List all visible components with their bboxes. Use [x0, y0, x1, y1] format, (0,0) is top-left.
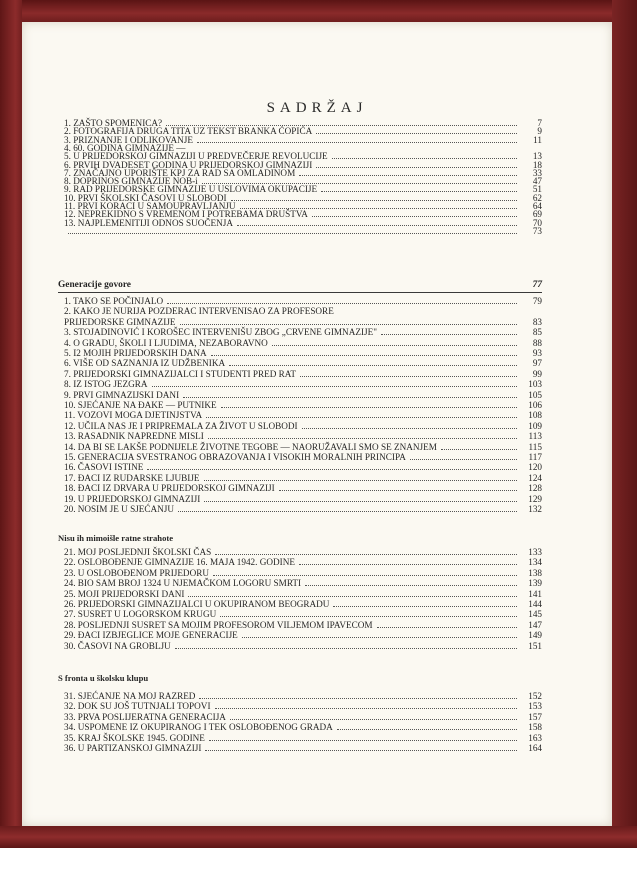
toc-entry-title: 25. MOJI PRIJEDORSKI DANI: [64, 588, 185, 599]
toc-entry-title: 36. U PARTIZANSKOJ GIMNAZIJI: [64, 743, 202, 753]
toc-entry-title: 11. PRVI KORACI U SAMOUPRAVLJANJU: [64, 201, 236, 211]
toc-page-number: 109: [528, 420, 542, 431]
toc-entry: [64, 568, 542, 579]
toc-entry-title: 13. NAJPLEMENITIJI ODNOS SUOČENJA: [64, 217, 233, 228]
toc-leader-dots: [337, 729, 517, 730]
toc-leader-dots: [377, 627, 517, 628]
toc-page-number: 93: [532, 348, 542, 358]
toc-entry-title: 5. U PRIJEDORSKOJ GIMNAZIJI U PREDVEČERJE REVOLUCIJE: [64, 151, 328, 162]
toc-entry: [64, 609, 542, 620]
toc-entry-title: 4. 60. GODINA GIMNAZIJE —: [64, 142, 186, 153]
toc-entry: [64, 452, 542, 463]
toc-entry-title: 33. PRVA POSLIJERATNA GENERACIJA: [64, 711, 226, 722]
toc-page-number: 164: [528, 743, 542, 753]
toc-page-number: 145: [528, 609, 542, 620]
toc-entry-title: 4. O GRADU, ŠKOLI I LJUDIMA, NEZABORAVNO: [64, 337, 268, 348]
toc-entry-title: 23. U OSLOBOĐENOM PRIJEDORU: [64, 567, 209, 578]
toc-page-number: 151: [528, 640, 542, 651]
section-heading-title: Generacije govore: [58, 280, 131, 290]
toc-page-number: 85: [532, 327, 542, 338]
toc-entry-title: 31. SJEĆANJE NA MOJ RAZRED: [64, 691, 196, 701]
toc-leader-dots: [211, 355, 517, 356]
toc-leader-dots: [229, 365, 517, 366]
toc-entry: [64, 296, 542, 307]
subsection-heading: S fronta u školsku klupu: [58, 673, 149, 683]
toc-leader-dots: [220, 616, 517, 617]
toc-leader-dots: [178, 511, 517, 512]
toc-entry-title: 8. DOPRINOS GIMNAZIJE NOB-i: [64, 176, 198, 187]
toc-page-number: 33: [532, 167, 542, 178]
toc-leader-dots: [279, 490, 517, 491]
toc-leader-dots: [230, 719, 517, 720]
toc-page-number: 83: [532, 316, 542, 327]
toc-page-number: 149: [528, 630, 542, 641]
toc-page-number: 144: [528, 599, 542, 609]
toc-entry-title: 13. RASADNIK NAPREDNE MISLI: [64, 431, 204, 442]
toc-page-number: 97: [532, 358, 542, 369]
toc-entry: [64, 547, 542, 558]
toc-entry: [64, 431, 542, 442]
toc-entry: [64, 317, 542, 328]
toc-entry-title: PRIJEDORSKE GIMNAZIJE: [64, 316, 176, 327]
book-cover-right-edge: [612, 0, 637, 848]
book-cover-bottom-edge: [0, 826, 637, 848]
toc-page-number: 134: [528, 557, 542, 568]
toc-page-number: 79: [532, 296, 542, 306]
toc-entry: [64, 421, 542, 432]
toc-leader-dots: [215, 554, 517, 555]
toc-page-number: 62: [532, 192, 542, 203]
toc-entry-title: 30. ČASOVI NA GROBLJU: [64, 640, 171, 651]
section-divider: [58, 292, 542, 293]
toc-page-number: 152: [528, 691, 542, 701]
toc-page-number: 7: [537, 118, 542, 128]
toc-leader-dots: [199, 698, 517, 699]
toc-entry-title: 11. VOZOVI MOGA DJETINJSTVA: [64, 410, 203, 421]
toc-page-number: 70: [532, 217, 542, 228]
toc-entry-title: 5. I2 MOJIH PRIJEDORSKIH DANA: [64, 348, 207, 358]
toc-page-number: 69: [532, 209, 542, 220]
toc-page-number: 105: [528, 389, 542, 400]
toc-page-number: 128: [528, 483, 542, 494]
toc-page-number: 124: [528, 472, 542, 483]
toc-entry: [64, 338, 542, 349]
toc-entry-title: 2. FOTOGRAFIJA DRUGA TITA UZ TEKST BRANKA ĆOPIĆA: [64, 126, 313, 137]
toc-entry: [64, 712, 542, 723]
toc-entry: [64, 410, 542, 421]
toc-page-number: 129: [528, 493, 542, 504]
toc-entry-title: 1. TAKO SE POČINJALO: [64, 296, 164, 306]
toc-entry-title: 6. VIŠE OD SAZNANJA IZ UDŽBENIKA: [64, 358, 226, 369]
toc-entry: [64, 504, 542, 515]
toc-entry-title: 12. NEPREKIDNO S VREMENOM I POTREBAMA DRUŠTVA: [64, 209, 308, 220]
toc-page-number: 163: [528, 732, 542, 743]
toc-entry-title: 22. OSLOBOĐENJE GIMNAZIJE 16. MAJA 1942. GODINE: [64, 557, 295, 568]
toc-leader-dots: [68, 233, 517, 234]
toc-leader-dots: [381, 334, 517, 335]
toc-entry: [64, 358, 542, 369]
toc-entry-title: 8. IZ ISTOG JEZGRA: [64, 379, 148, 390]
toc-leader-dots: [305, 585, 517, 586]
toc-entry-title: 27. SUSRET U LOGORSKOM KRUGU: [64, 609, 217, 620]
toc-leader-dots: [410, 459, 517, 460]
toc-leader-dots: [188, 596, 517, 597]
toc-entry-title: 28. POSLJEDNJI SUSRET SA MOJIM PROFESOROM VILJEMOM IPAVECOM: [64, 619, 373, 630]
toc-entry-title: 34. USPOMENE IZ OKUPIRANOG I TEK OSLOBOĐENOG GRADA: [64, 722, 333, 733]
toc-entry: [64, 306, 542, 317]
toc-entry: [64, 743, 542, 754]
toc-page-number: 13: [532, 151, 542, 162]
section-heading: [58, 279, 542, 291]
toc-entry-title: 15. GENERACIJA SVESTRANOG OBRAZOVANJA I VISOKIH MORALNIH PRINCIPA: [64, 452, 406, 462]
toc-leader-dots: [206, 417, 517, 418]
toc-leader-dots: [209, 740, 517, 741]
toc-page-number: 18: [532, 159, 542, 170]
toc-page-number: 64: [532, 201, 542, 211]
toc-entry: [64, 578, 542, 589]
toc-entry: [64, 473, 542, 484]
toc-entry: [64, 442, 542, 453]
toc-page-number: 117: [528, 452, 542, 462]
toc-entry-title: 12. UČILA NAS JE I PRIPREMALA ZA ŽIVOT U SLOBODI: [64, 420, 298, 431]
toc-leader-dots: [208, 438, 517, 439]
toc-leader-dots: [333, 606, 517, 607]
page-title: SADRŽAJ: [266, 100, 368, 116]
toc-page-number: 153: [528, 701, 542, 712]
toc-leader-dots: [205, 750, 517, 751]
toc-entry: [64, 369, 542, 380]
toc-page-number: 138: [528, 567, 542, 578]
toc-leader-dots: [175, 648, 517, 649]
toc-entry-title: 3. STOJADINOVIĆ I KOROŠEC INTERVENIŠU ZBOG „CRVENE GIMNAZIJE": [64, 327, 377, 338]
toc-page-number: 106: [528, 400, 542, 410]
toc-entry: [64, 226, 542, 237]
toc-page-number: 11: [533, 134, 542, 145]
toc-leader-dots: [302, 428, 517, 429]
toc-entry-title: 18. ĐACI IZ DRVARA U PRIJEDORSKOJ GIMNAZIJI: [64, 483, 275, 494]
toc-entry: [64, 599, 542, 610]
section-heading-page: 77: [532, 280, 542, 290]
toc-page-number: 113: [528, 431, 542, 442]
toc-entry-title: 7. PRIJEDORSKI GIMNAZIJALCI I STUDENTI PRED RAT: [64, 368, 296, 379]
toc-page-number: 73: [532, 225, 542, 236]
toc-entry-title: 1. ZAŠTO SPOMENICA?: [64, 118, 163, 128]
toc-entry: [64, 348, 542, 359]
toc-page-number: 139: [528, 578, 542, 589]
book-cover-left-edge: [0, 0, 22, 848]
toc-leader-dots: [213, 575, 517, 576]
toc-entry: [64, 701, 542, 712]
toc-entry: [64, 589, 542, 600]
subsection-heading: Nisu ih mimoišle ratne strahote: [58, 533, 174, 543]
toc-entry-title: 16. ČASOVI ISTINE: [64, 462, 144, 473]
toc-page-number: 133: [528, 547, 542, 557]
toc-entry: [64, 400, 542, 411]
toc-entry-title: 17. ĐACI IZ RUDARSKE LJUBIJE: [64, 472, 200, 483]
toc-entry: [64, 462, 542, 473]
toc-entry-title: 6. PRVIH DVADESET GODINA U PRIJEDORSKOJ GIMNAZIJI: [64, 159, 313, 170]
toc-leader-dots: [167, 303, 517, 304]
toc-page-number: 120: [528, 462, 542, 473]
toc-entry-title: 14. DA BI SE LAKŠE PODNIJELE ŽIVOTNE TEGOBE — NAORUŽAVALI SMO SE ZNANJEM: [64, 441, 437, 452]
toc-entry-title: 20. NOSIM JE U SJEĆANJU: [64, 504, 175, 514]
toc-entry-title: 2. KAKO JE NURIJA POZDERAC INTERVENISAO ZA PROFESORE: [64, 306, 334, 317]
toc-leader-dots: [152, 386, 517, 387]
toc-entry: [64, 494, 542, 505]
toc-leader-dots: [221, 407, 517, 408]
toc-entry: [64, 557, 542, 568]
toc-page-number: 47: [532, 176, 542, 187]
toc-leader-dots: [147, 469, 517, 470]
toc-leader-dots: [272, 345, 517, 346]
toc-leader-dots: [441, 449, 517, 450]
toc-page-number: 157: [528, 711, 542, 722]
toc-entry: [64, 390, 542, 401]
toc-entry-title: 19. U PRIJEDORSKOJ GIMNAZIJI: [64, 493, 201, 504]
toc-leader-dots: [204, 501, 517, 502]
toc-entry-title: 9. RAD PRIJEDORSKE GIMNAZIJE U USLOVIMA OKUPACIJE: [64, 184, 318, 195]
toc-page-number: 147: [528, 619, 542, 630]
toc-page-number: 108: [528, 410, 542, 421]
toc-entry-title: 10. SJEĆANJE NA ĐAKE — PUTNIKE: [64, 400, 217, 410]
toc-page-number: 103: [528, 379, 542, 390]
toc-page-number: 132: [528, 504, 542, 514]
toc-entry: [64, 327, 542, 338]
toc-entry-title: 29. ĐACI IZBJEGLICE MOJE GENERACIJE: [64, 630, 238, 641]
toc-leader-dots: [215, 708, 517, 709]
toc-page-number: 158: [528, 722, 542, 733]
table-of-contents: [22, 22, 612, 826]
toc-page-number: 141: [528, 588, 542, 599]
toc-entry-title: 21. MOJ POSLJEDNJI ŠKOLSKI ČAS: [64, 547, 212, 557]
toc-entry: [64, 483, 542, 494]
toc-page-number: 115: [528, 441, 542, 452]
toc-leader-dots: [242, 637, 517, 638]
toc-entry-title: 32. DOK SU JOŠ TUTNJALI TOPOVI: [64, 701, 211, 712]
toc-page-number: 88: [532, 337, 542, 348]
toc-entry: [64, 641, 542, 652]
toc-entry: [64, 620, 542, 631]
toc-entry-title: 35. KRAJ ŠKOLSKE 1945. GODINE: [64, 732, 205, 743]
toc-leader-dots: [299, 564, 517, 565]
book-cover-top-edge: [0, 0, 637, 22]
toc-page-number: 9: [537, 126, 542, 137]
toc-entry: [64, 733, 542, 744]
toc-leader-dots: [204, 480, 517, 481]
toc-entry-title: 26. PRIJEDORSKI GIMNAZIJALCI U OKUPIRANOM BEOGRADU: [64, 599, 330, 609]
toc-entry-title: 7. ZNAČAJNO UPORIŠTE KPJ ZA RAD SA OMLADINOM: [64, 167, 296, 178]
toc-entry-title: 24. BIO SAM BROJ 1324 U NJEMAČKOM LOGORU SMRTI: [64, 578, 302, 589]
toc-entry-title: 10. PRVI ŠKOLSKI ČASOVI U SLOBODI: [64, 192, 227, 203]
toc-entry: [64, 379, 542, 390]
toc-leader-dots: [300, 376, 517, 377]
toc-leader-dots: [183, 397, 517, 398]
toc-page-number: 99: [532, 368, 542, 379]
book-page: [22, 22, 612, 826]
toc-entry: [64, 722, 542, 733]
toc-entry: [64, 691, 542, 702]
toc-entry: [64, 630, 542, 641]
toc-leader-dots: [180, 324, 517, 325]
toc-page-number: 51: [532, 184, 542, 195]
toc-entry-title: 3. PRIZNANJE I ODLIKOVANJE: [64, 134, 193, 145]
toc-entry-title: 9. PRVI GIMNAZIJSKI DANI: [64, 389, 180, 400]
